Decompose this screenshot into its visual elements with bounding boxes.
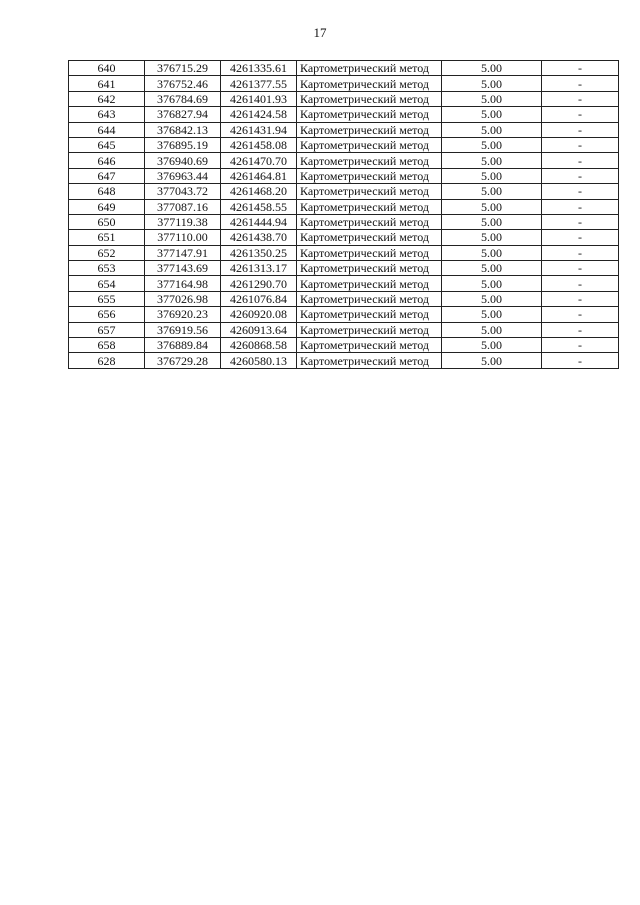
x-coordinate-cell: 377087.16: [145, 199, 221, 214]
y-coordinate-cell: 4260920.08: [221, 307, 297, 322]
accuracy-cell: 5.00: [442, 107, 542, 122]
table-row: [69, 122, 619, 137]
table-row: [69, 184, 619, 199]
note-cell: -: [542, 153, 619, 168]
note-cell: -: [542, 184, 619, 199]
point-number-cell: 654: [69, 276, 145, 291]
y-coordinate-cell: 4261431.94: [221, 122, 297, 137]
x-coordinate-cell: 377119.38: [145, 214, 221, 229]
method-cell: Картометрический метод: [297, 122, 442, 137]
y-coordinate-cell: 4261076.84: [221, 291, 297, 306]
accuracy-cell: 5.00: [442, 61, 542, 76]
table-row: [69, 338, 619, 353]
accuracy-cell: 5.00: [442, 307, 542, 322]
table-row: [69, 137, 619, 152]
table-row: [69, 168, 619, 183]
point-number-cell: 643: [69, 107, 145, 122]
accuracy-cell: 5.00: [442, 245, 542, 260]
method-cell: Картометрический метод: [297, 322, 442, 337]
x-coordinate-cell: 376729.28: [145, 353, 221, 368]
x-coordinate-cell: 376842.13: [145, 122, 221, 137]
y-coordinate-cell: 4261290.70: [221, 276, 297, 291]
table-row: [69, 276, 619, 291]
accuracy-cell: 5.00: [442, 168, 542, 183]
y-coordinate-cell: 4261468.20: [221, 184, 297, 199]
accuracy-cell: 5.00: [442, 322, 542, 337]
y-coordinate-cell: 4261464.81: [221, 168, 297, 183]
note-cell: -: [542, 199, 619, 214]
y-coordinate-cell: 4261313.17: [221, 261, 297, 276]
y-coordinate-cell: 4260868.58: [221, 338, 297, 353]
point-number-cell: 644: [69, 122, 145, 137]
accuracy-cell: 5.00: [442, 276, 542, 291]
y-coordinate-cell: 4260580.13: [221, 353, 297, 368]
table-row: [69, 353, 619, 368]
point-number-cell: 648: [69, 184, 145, 199]
note-cell: -: [542, 137, 619, 152]
note-cell: -: [542, 76, 619, 91]
y-coordinate-cell: 4261458.55: [221, 199, 297, 214]
accuracy-cell: 5.00: [442, 76, 542, 91]
y-coordinate-cell: 4261438.70: [221, 230, 297, 245]
point-number-cell: 653: [69, 261, 145, 276]
accuracy-cell: 5.00: [442, 214, 542, 229]
accuracy-cell: 5.00: [442, 122, 542, 137]
point-number-cell: 647: [69, 168, 145, 183]
x-coordinate-cell: 376889.84: [145, 338, 221, 353]
x-coordinate-cell: 376963.44: [145, 168, 221, 183]
method-cell: Картометрический метод: [297, 137, 442, 152]
point-number-cell: 641: [69, 76, 145, 91]
method-cell: Картометрический метод: [297, 107, 442, 122]
accuracy-cell: 5.00: [442, 184, 542, 199]
point-number-cell: 652: [69, 245, 145, 260]
note-cell: -: [542, 338, 619, 353]
x-coordinate-cell: 376752.46: [145, 76, 221, 91]
method-cell: Картометрический метод: [297, 276, 442, 291]
point-number-cell: 655: [69, 291, 145, 306]
note-cell: -: [542, 214, 619, 229]
table-row: [69, 307, 619, 322]
method-cell: Картометрический метод: [297, 261, 442, 276]
point-number-cell: 642: [69, 91, 145, 106]
table-row: [69, 291, 619, 306]
method-cell: Картометрический метод: [297, 353, 442, 368]
y-coordinate-cell: 4261424.58: [221, 107, 297, 122]
accuracy-cell: 5.00: [442, 291, 542, 306]
table-row: [69, 76, 619, 91]
method-cell: Картометрический метод: [297, 91, 442, 106]
x-coordinate-cell: 377110.00: [145, 230, 221, 245]
note-cell: -: [542, 261, 619, 276]
note-cell: -: [542, 291, 619, 306]
y-coordinate-cell: 4261401.93: [221, 91, 297, 106]
x-coordinate-cell: 377147.91: [145, 245, 221, 260]
y-coordinate-cell: 4260913.64: [221, 322, 297, 337]
accuracy-cell: 5.00: [442, 338, 542, 353]
note-cell: -: [542, 307, 619, 322]
table-row: [69, 230, 619, 245]
point-number-cell: 649: [69, 199, 145, 214]
accuracy-cell: 5.00: [442, 91, 542, 106]
note-cell: -: [542, 61, 619, 76]
note-cell: -: [542, 245, 619, 260]
x-coordinate-cell: 376919.56: [145, 322, 221, 337]
accuracy-cell: 5.00: [442, 261, 542, 276]
note-cell: -: [542, 107, 619, 122]
table-row: [69, 91, 619, 106]
method-cell: Картометрический метод: [297, 245, 442, 260]
method-cell: Картометрический метод: [297, 76, 442, 91]
point-number-cell: 640: [69, 61, 145, 76]
note-cell: -: [542, 230, 619, 245]
x-coordinate-cell: 377164.98: [145, 276, 221, 291]
method-cell: Картометрический метод: [297, 168, 442, 183]
note-cell: -: [542, 276, 619, 291]
table-row: [69, 153, 619, 168]
page-number: 17: [313, 25, 327, 40]
x-coordinate-cell: 376920.23: [145, 307, 221, 322]
table-row: [69, 261, 619, 276]
x-coordinate-cell: 376895.19: [145, 137, 221, 152]
y-coordinate-cell: 4261458.08: [221, 137, 297, 152]
coordinates-table: [68, 60, 619, 369]
y-coordinate-cell: 4261350.25: [221, 245, 297, 260]
table-row: [69, 214, 619, 229]
method-cell: Картометрический метод: [297, 153, 442, 168]
method-cell: Картометрический метод: [297, 199, 442, 214]
note-cell: -: [542, 168, 619, 183]
accuracy-cell: 5.00: [442, 230, 542, 245]
note-cell: -: [542, 122, 619, 137]
point-number-cell: 645: [69, 137, 145, 152]
y-coordinate-cell: 4261444.94: [221, 214, 297, 229]
accuracy-cell: 5.00: [442, 137, 542, 152]
y-coordinate-cell: 4261335.61: [221, 61, 297, 76]
point-number-cell: 658: [69, 338, 145, 353]
accuracy-cell: 5.00: [442, 353, 542, 368]
y-coordinate-cell: 4261470.70: [221, 153, 297, 168]
point-number-cell: 646: [69, 153, 145, 168]
method-cell: Картометрический метод: [297, 214, 442, 229]
x-coordinate-cell: 376784.69: [145, 91, 221, 106]
accuracy-cell: 5.00: [442, 153, 542, 168]
x-coordinate-cell: 376940.69: [145, 153, 221, 168]
x-coordinate-cell: 377026.98: [145, 291, 221, 306]
table-row: [69, 107, 619, 122]
point-number-cell: 657: [69, 322, 145, 337]
table-row: [69, 245, 619, 260]
method-cell: Картометрический метод: [297, 230, 442, 245]
point-number-cell: 650: [69, 214, 145, 229]
method-cell: Картометрический метод: [297, 338, 442, 353]
x-coordinate-cell: 377143.69: [145, 261, 221, 276]
point-number-cell: 628: [69, 353, 145, 368]
point-number-cell: 656: [69, 307, 145, 322]
y-coordinate-cell: 4261377.55: [221, 76, 297, 91]
table-row: [69, 199, 619, 214]
x-coordinate-cell: 377043.72: [145, 184, 221, 199]
accuracy-cell: 5.00: [442, 199, 542, 214]
table-row: [69, 61, 619, 76]
method-cell: Картометрический метод: [297, 184, 442, 199]
note-cell: -: [542, 91, 619, 106]
x-coordinate-cell: 376715.29: [145, 61, 221, 76]
point-number-cell: 651: [69, 230, 145, 245]
method-cell: Картометрический метод: [297, 307, 442, 322]
note-cell: -: [542, 353, 619, 368]
method-cell: Картометрический метод: [297, 61, 442, 76]
x-coordinate-cell: 376827.94: [145, 107, 221, 122]
table-row: [69, 322, 619, 337]
note-cell: -: [542, 322, 619, 337]
method-cell: Картометрический метод: [297, 291, 442, 306]
